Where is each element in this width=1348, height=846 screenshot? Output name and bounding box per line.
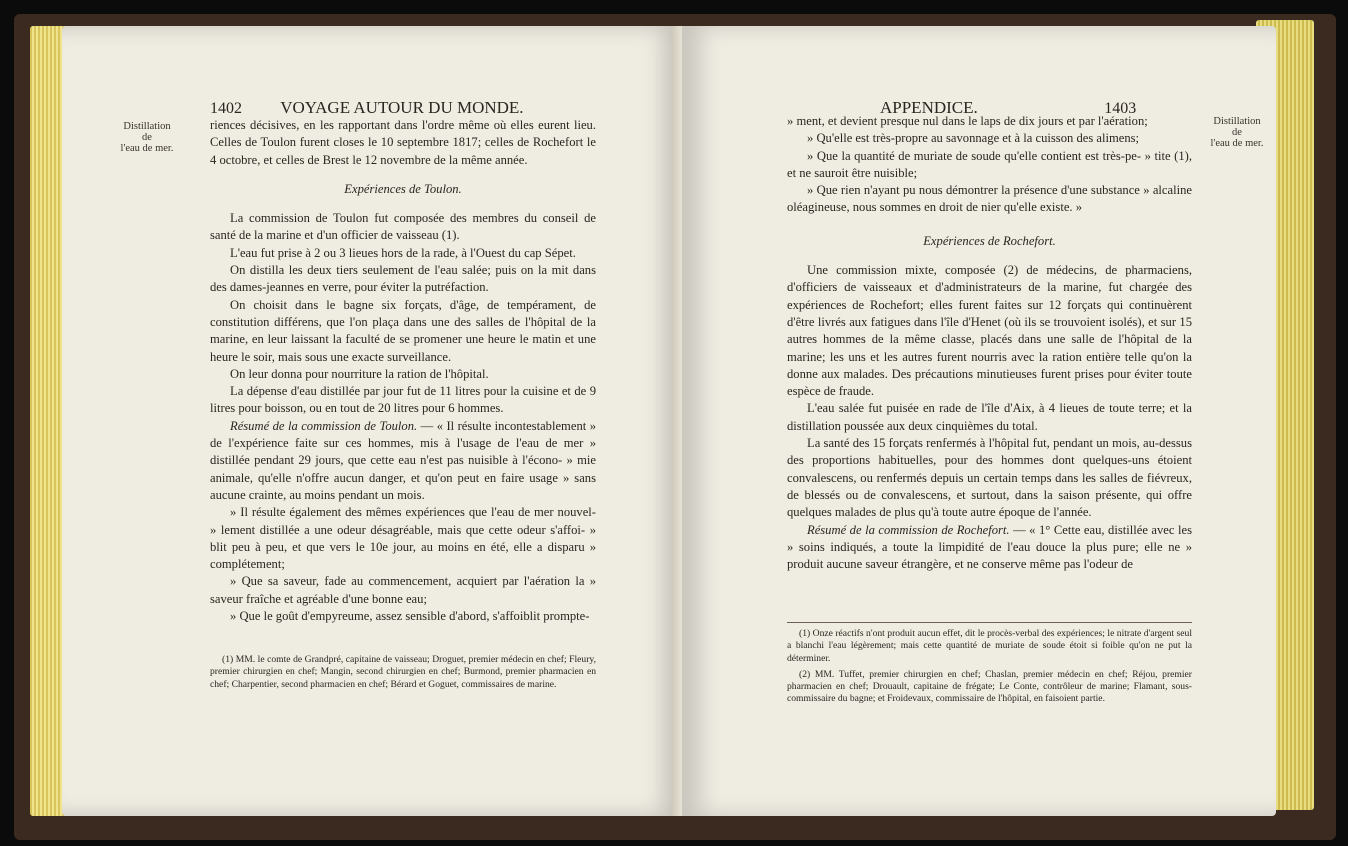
paragraph: » Que sa saveur, fade au commencement, acquiert par l'aération la » saveur fraîche et agréable d'une bonne eau; <box>210 574 596 606</box>
paragraph: Une commission mixte, composée (2) de médecins, de pharmaciens, d'officiers de vaisseaux et d'administrateurs de la marine, fut chargée des expériences de Rochefort; elles furent faites sur 12 forçats qui continuèrent d'être livrés aux fatigues dans l'île d'Henet (où ils se trouvoient isolés), et sur 15 autres hommes de la même classe, placés dans une salle de l'hôpital de la marine; les uns et les autres furent nourris avec la ration entière telle qu'on la donne aux malades. Des précautions minutieuses furent prises pour éviter toute espèce de fraude. <box>787 263 1192 399</box>
paragraph: riences décisives, en les rapportant dans l'ordre même où elles eurent lieu. Celles de Toulon furent closes le 10 septembre 1817; celles de Rochefort le 4 octobre, et celles de Brest le 12 novembre de la même année. <box>210 118 596 167</box>
paragraph: La santé des 15 forçats renfermés à l'hôpital fut, pendant un mois, au-dessus des proportions habituelles, pour des hommes dont quelques-uns étoient convalescens, ou renfermés depuis un certain temps dans les salles de fiévreux, de blessés ou de convalescens, et surtout, dans la saison présente, qui offre quelques malades de plus qu'à toute autre époque de l'année. <box>787 436 1192 520</box>
right-running-head: APPENDICE. <box>880 98 978 117</box>
right-page-body <box>787 113 1192 573</box>
footnote-rule <box>787 622 1192 623</box>
right-footnotes <box>787 628 1192 706</box>
paragraph: » Que rien n'ayant pu nous démontrer la présence d'une substance » alcaline oléagineuse, nous sommes en droit de nier qu'elle existe. » <box>787 183 1192 215</box>
footnote: (2) MM. Tuffet, premier chirurgien en chef; Chaslan, premier médecin en chef; Réjou, premier pharmacien en chef; Drouault, capitaine de frégate; Le Conte, contrôleur de marine; Flamant, sous-commissaire du bagne; et Froidevaux, commissaire de l'hôpital, en faisoient partie. <box>787 668 1192 705</box>
right-page-number: 1403 <box>1104 100 1137 117</box>
left-footnotes <box>210 654 596 691</box>
section-title-rochefort: Expériences de Rochefort. <box>923 233 1056 248</box>
paragraph: » Il résulte également des mêmes expériences que l'eau de mer nouvel- » lement distillée a une odeur désagréable, mais que cette odeur s'affoi- » blit peu à peu, et que vers le 10e jour, au moins en été, elle a disparu » complétement; <box>210 505 596 572</box>
paragraph: L'eau salée fut puisée en rade de l'île d'Aix, à 4 lieues de toute terre; et la distillation poussée aux deux cinquièmes du total. <box>787 401 1192 433</box>
left-page <box>62 26 682 816</box>
left-page-body <box>210 117 596 625</box>
paragraph: On distilla les deux tiers seulement de l'eau salée; puis on la mit dans des dames-jeannes en verre, pour éviter la putréfaction. <box>210 263 596 295</box>
resume-label: Résumé de la commission de Toulon. <box>230 418 418 433</box>
paragraph: L'eau fut prise à 2 ou 3 lieues hors de la rade, à l'Ouest du cap Sépet. <box>230 245 576 260</box>
paragraph: » Qu'elle est très-propre au savonnage et à la cuisson des alimens; <box>807 131 1140 146</box>
left-page-header <box>210 98 524 118</box>
paragraph: » Que la quantité de muriate de soude qu'elle contient est très-pe- » tite (1), et ne sauroit être nuisible; <box>787 148 1192 180</box>
paragraph: » ment, et devient presque nul dans le laps de dix jours et par l'aération; <box>787 114 1148 128</box>
resume-label: Résumé de la commission de Rochefort. <box>807 522 1010 537</box>
left-margin-note: Distillation de l'eau de mer. <box>120 121 174 154</box>
paragraph: On leur donna pour nourriture la ration de l'hôpital. <box>230 366 489 381</box>
paragraph: La commission de Toulon fut composée des membres du conseil de santé de la marine et d'un officier de vaisseau (1). <box>210 211 596 243</box>
right-page <box>682 26 1276 816</box>
paragraph: La dépense d'eau distillée par jour fut de 11 litres pour la cuisine et de 9 litres pour boisson, ou en tout de 20 litres pour 6 hommes. <box>210 384 596 416</box>
section-title-toulon: Expériences de Toulon. <box>344 181 462 196</box>
footnote: (1) MM. le comte de Grandpré, capitaine de vaisseau; Droguet, premier médecin en chef; Fleury, premier chirurgien en chef; Mangin, second chirurgien en chef; Burmond, premier pharmacien en chef; Charpentier, second pharmacien en chef; Bérard et Goguet, commissaires de marine. <box>210 654 596 690</box>
paragraph: » Que le goût d'empyreume, assez sensible d'abord, s'affoiblit prompte- <box>230 609 590 624</box>
left-running-head: VOYAGE AUTOUR DU MONDE. <box>280 98 524 117</box>
resume-paragraph: Résumé de la commission de Rochefort. — « 1° Cette eau, distillée avec les » soins indiqués, a toute la limpidité de l'eau douce la plus pure; elle ne » produit aucune saveur étrangère, et ne conserve même pas l'odeur de <box>787 522 1192 572</box>
left-page-number: 1402 <box>210 100 242 117</box>
right-margin-note: Distillation de l'eau de mer. <box>1210 116 1264 149</box>
footnote: (1) Onze réactifs n'ont produit aucun effet, dit le procès-verbal des expériences; le nitrate d'argent seul a blanchi l'eau légèrement; mais cette quantité de muriate de soude étoit si foible qu'on ne put la déterminer. <box>787 628 1192 664</box>
paragraph: On choisit dans le bagne six forçats, d'âge, de tempérament, de constitution différens, que l'on plaça dans une des salles de l'hôpital de la marine, en leur laissant la faculté de se promener une heure le matin et une heure le soir, mais sous une exacte surveillance. <box>210 297 596 364</box>
resume-paragraph: Résumé de la commission de Toulon. — « Il résulte incontestablement » de l'expérience faite sur ces hommes, mis à l'usage de l'eau de mer » distillée pendant 29 jours, que cette eau n'est pas nuisible à l'écono- » mie animale, qu'elle n'offre aucun danger, et qu'on peut en faire usage » sans aucune crainte, au moins pendant un mois. <box>210 418 596 502</box>
